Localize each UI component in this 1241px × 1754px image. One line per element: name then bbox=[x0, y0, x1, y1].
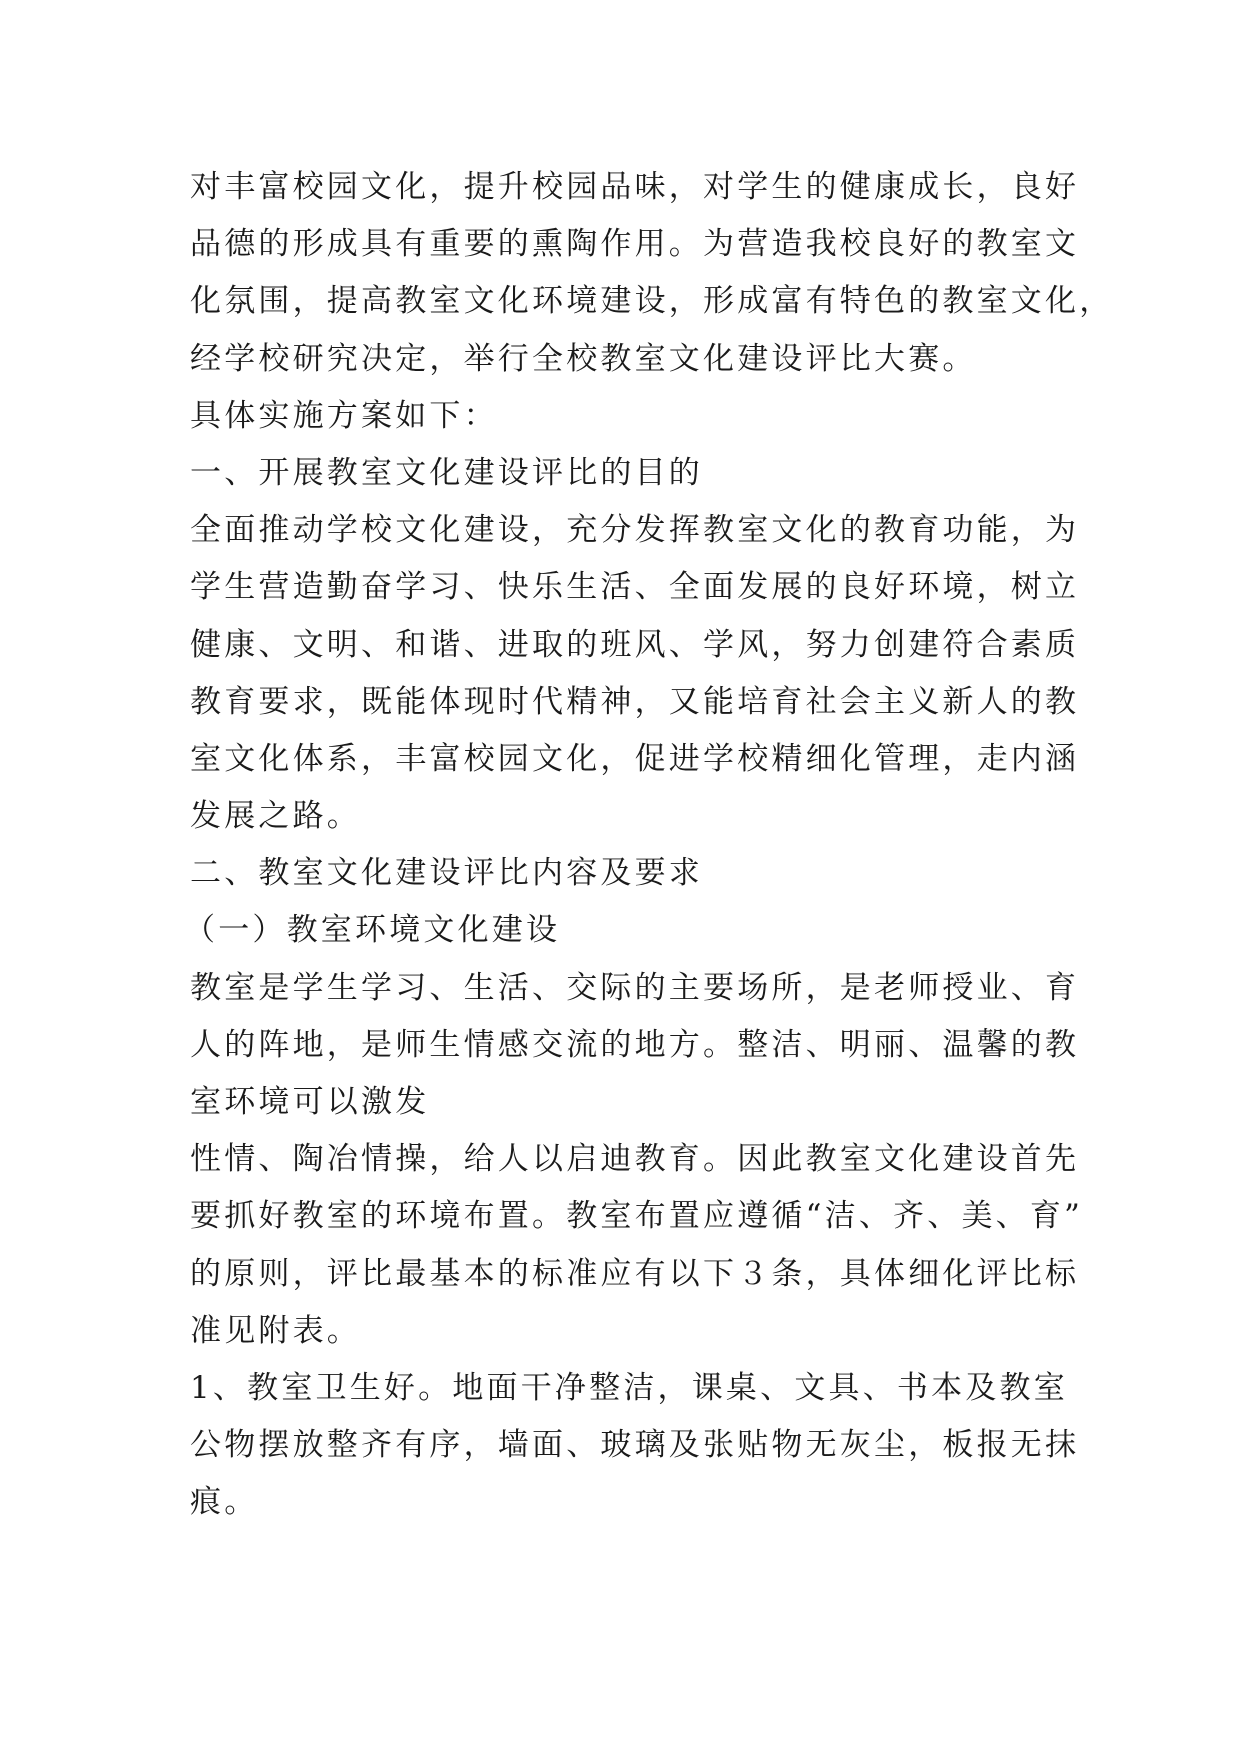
heading-line: 二、教室文化建设评比内容及要求 bbox=[190, 855, 703, 892]
text-line: 化氛围，提高教室文化环境建设，形成富有特色的教室文化， bbox=[190, 283, 1114, 320]
text-line: 公物摆放整齐有序，墙面、玻璃及张贴物无灰尘，板报无抹 bbox=[190, 1427, 1080, 1464]
text-line: 准见附表。 bbox=[190, 1312, 361, 1349]
paragraph-classroom bbox=[190, 960, 1080, 1132]
text-line: 发展之路。 bbox=[190, 798, 361, 835]
paragraph-purpose bbox=[190, 502, 1080, 845]
section-heading-2 bbox=[190, 845, 1060, 902]
text-line: 学生营造勤奋学习、快乐生活、全面发展的良好环境，树立 bbox=[190, 569, 1080, 606]
paragraph-plan-intro bbox=[190, 388, 1060, 445]
paragraph-layout-principles bbox=[190, 1131, 1084, 1360]
text-line: 室环境可以激发 bbox=[190, 1084, 430, 1120]
paragraph-intro bbox=[190, 159, 1114, 388]
text-line: 痕。 bbox=[190, 1484, 259, 1521]
subsection-heading-1 bbox=[184, 902, 1060, 959]
text-line: 室文化体系，丰富校园文化，促进学校精细化管理，走内涵 bbox=[190, 740, 1080, 777]
document-page bbox=[184, 159, 1114, 1532]
text-line: 具体实施方案如下： bbox=[190, 397, 498, 434]
text-line: 健康、文明、和谐、进取的班风、学风，努力创建符合素质 bbox=[190, 626, 1080, 663]
section-heading-1 bbox=[190, 445, 1060, 502]
paragraph-standard-1 bbox=[190, 1360, 1080, 1532]
text-line: 经学校研究决定，举行全校教室文化建设评比大赛。 bbox=[190, 340, 977, 377]
subheading-line: （一）教室环境文化建设 bbox=[184, 912, 561, 949]
text-line: 全面推动学校文化建设，充分发挥教室文化的教育功能，为 bbox=[190, 512, 1080, 549]
text-line: 的原则，评比最基本的标准应有以下３条，具体细化评比标 bbox=[190, 1255, 1080, 1292]
text-line: 教室是学生学习、生活、交际的主要场所，是老师授业、育 bbox=[190, 969, 1080, 1006]
text-line: 性情、陶冶情操，给人以启迪教育。因此教室文化建设首先 bbox=[190, 1141, 1080, 1178]
text-line: 教育要求，既能体现时代精神，又能培育社会主义新人的教 bbox=[190, 683, 1080, 720]
text-line: 要抓好教室的环境布置。教室布置应遵循“洁、齐、美、育” bbox=[190, 1198, 1084, 1235]
text-line: 品德的形成具有重要的熏陶作用。为营造我校良好的教室文 bbox=[190, 226, 1080, 263]
text-line: 1、教室卫生好。地面干净整洁，课桌、文具、书本及教室 bbox=[190, 1369, 1068, 1406]
heading-line: 一、开展教室文化建设评比的目的 bbox=[190, 454, 703, 491]
text-line: 人的阵地，是师生情感交流的地方。整洁、明丽、温馨的教 bbox=[190, 1026, 1080, 1063]
text-line: 对丰富校园文化，提升校园品味，对学生的健康成长，良好 bbox=[190, 169, 1080, 205]
